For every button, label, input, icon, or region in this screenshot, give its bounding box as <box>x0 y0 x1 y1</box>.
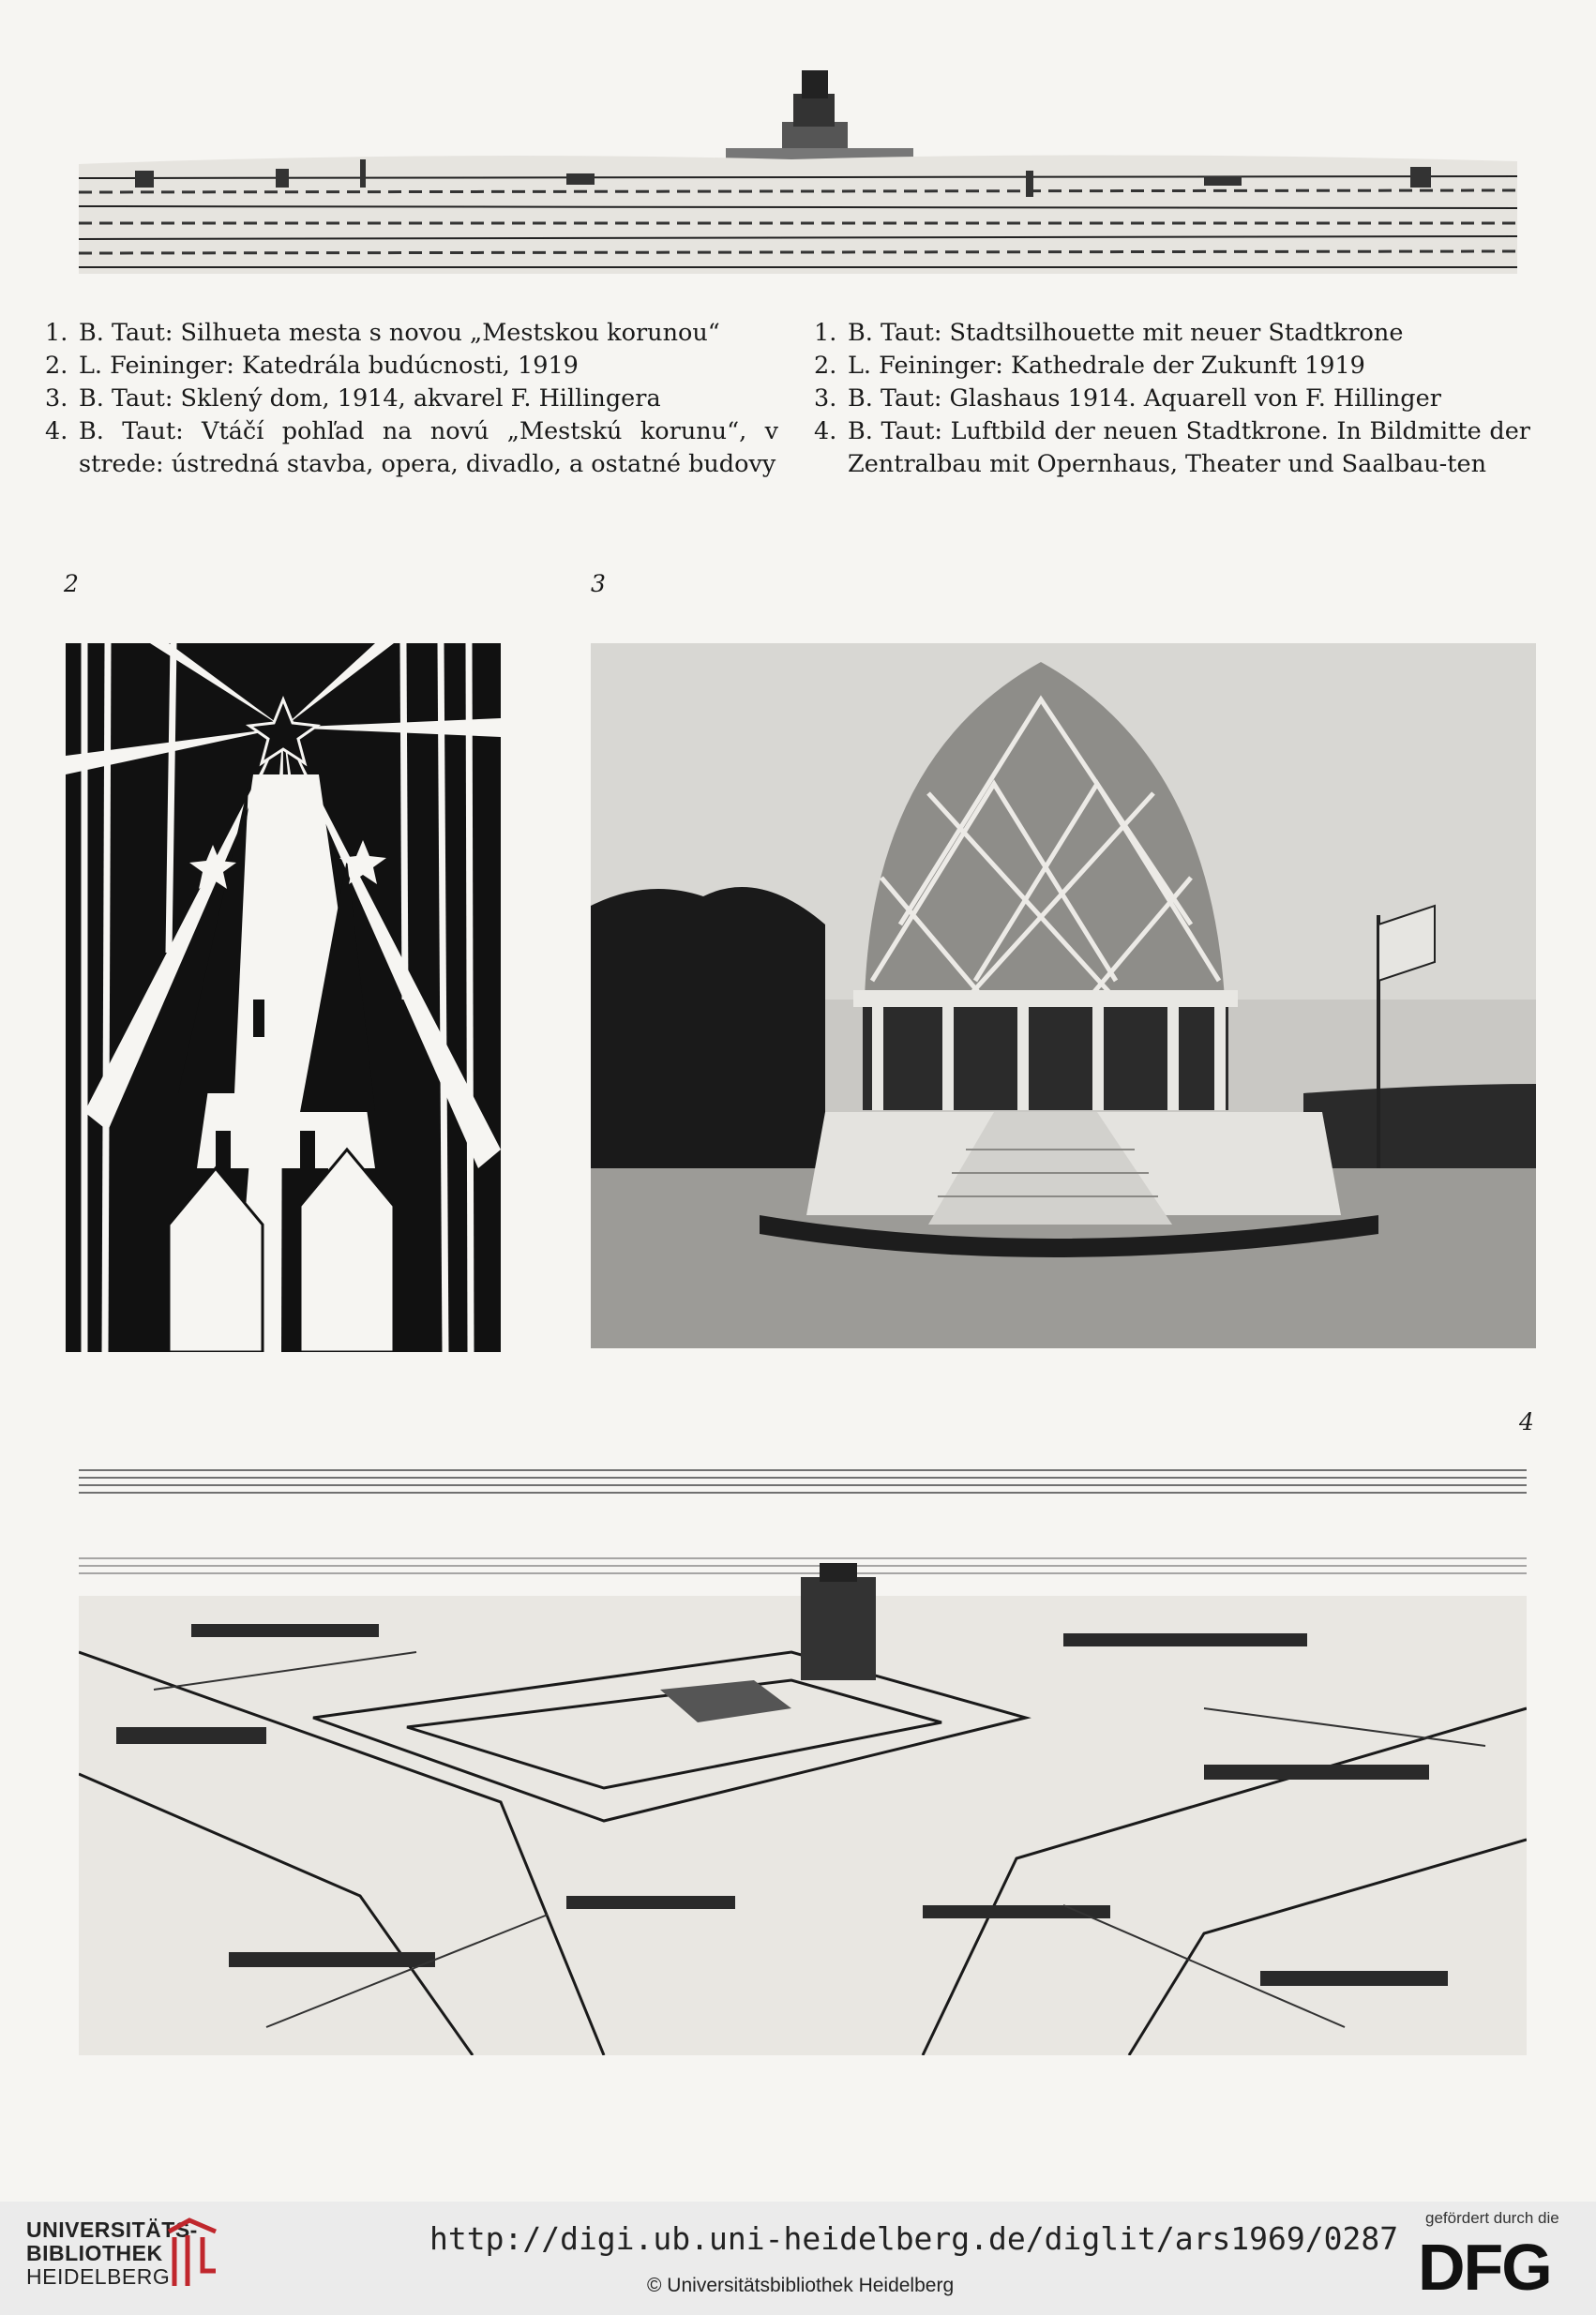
dfg-logo: DFG <box>1418 2231 1551 2304</box>
figure-number-4: 4 <box>1519 1408 1534 1436</box>
captions-slovak <box>45 317 778 481</box>
figure-4-aerial-view <box>79 1465 1527 2055</box>
caption-de-2: 2. L. Feininger: Kathedrale der Zukunft 1919 <box>814 352 1365 380</box>
figure-1-city-silhouette <box>79 66 1517 274</box>
page-url-link[interactable]: http://digi.ub.uni-heidelberg.de/diglit/ars1969/0287 <box>429 2220 1399 2257</box>
caption-de-3: 3. B. Taut: Glashaus 1914. Aquarell von F. Hillinger <box>814 384 1441 413</box>
caption-sk-4: 4. B. Taut: Vtáčí pohľad na novú „Mestskú korunu“, v strede: ústredná stavba, opera, divadlo, a ostatné budovy <box>45 417 778 478</box>
university-library-name: UNIVERSITÄTS- BIBLIOTHEK HEIDELBERG <box>26 2217 198 2289</box>
caption-de-1: 1. B. Taut: Stadtsilhouette mit neuer Stadtkrone <box>814 319 1404 347</box>
footer-bar <box>0 2202 1596 2315</box>
figure-3-glashaus-watercolor <box>591 643 1536 1348</box>
copyright-text: © Universitätsbibliothek Heidelberg <box>647 2275 955 2296</box>
caption-de-4: 4. B. Taut: Luftbild der neuen Stadtkrone. In Bildmitte der Zentralbau mit Opernhaus, Theater und Saalbau-ten <box>814 417 1530 478</box>
caption-sk-3: 3. B. Taut: Sklený dom, 1914, akvarel F. Hillingera <box>45 384 661 413</box>
captions-german <box>814 317 1530 481</box>
figure-2-cathedral-woodcut <box>66 643 501 1352</box>
university-logo-icon <box>161 2215 221 2290</box>
figure-number-2: 2 <box>64 570 79 597</box>
caption-sk-1: 1. B. Taut: Silhueta mesta s novou „Mestskou korunou“ <box>45 319 720 347</box>
figure-number-3: 3 <box>591 570 606 597</box>
caption-sk-2: 2. L. Feininger: Katedrála budúcnosti, 1919 <box>45 352 579 380</box>
funding-label: gefördert durch die <box>1425 2209 1559 2227</box>
